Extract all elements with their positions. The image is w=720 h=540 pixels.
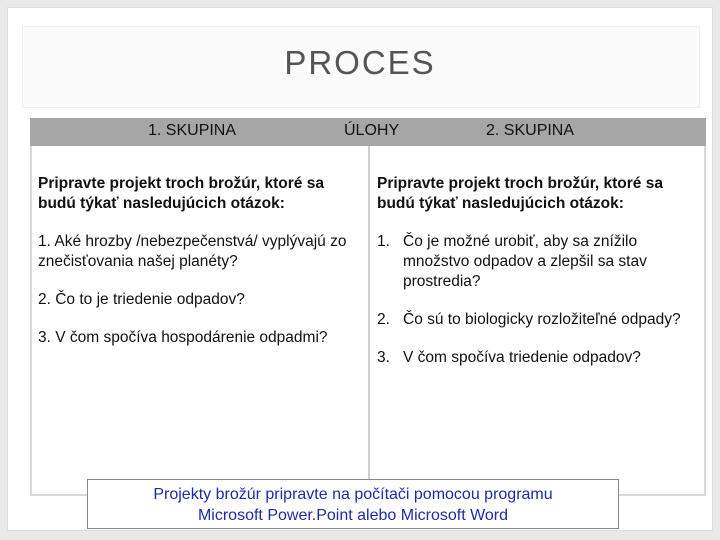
column-divider xyxy=(368,146,370,486)
question-text: V čom spočíva triedenie odpadov? xyxy=(403,349,641,366)
question-text: Čo je možné urobiť, aby sa znížilo množstvo odpadov a zlepšil sa stav prostredia? xyxy=(403,233,647,290)
header-group-2: 2. SKUPINA xyxy=(486,122,575,139)
question-number: 1. xyxy=(377,233,390,250)
footer-line-2: Microsoft Power.Point alebo Microsoft Word xyxy=(197,507,509,524)
group-2-question-1 xyxy=(377,232,697,292)
group-1-question-2: 2. Čo to je triedenie odpadov? xyxy=(38,291,245,308)
question-number: 3. xyxy=(377,349,390,366)
group-2-question-list xyxy=(377,232,697,368)
group-2-intro: Pripravte projekt troch brožúr, ktoré sa budú týkať nasledujúcich otázok: xyxy=(377,175,663,212)
group-1-question-1: 1. Aké hrozby /nebezpečenstvá/ vyplývajú zo znečisťovania našej planéty? xyxy=(38,233,347,270)
group-1-question-3: 3. V čom spočíva hospodárenie odpadmi? xyxy=(38,329,328,346)
group-2-question-2 xyxy=(377,310,697,330)
question-number: 2. xyxy=(377,311,390,328)
group-2-column xyxy=(377,174,697,386)
group-1-column xyxy=(38,174,364,366)
group-1-intro: Pripravte projekt troch brožúr, ktoré sa budú týkať nasledujúcich otázok: xyxy=(38,175,324,212)
header-group-1: 1. SKUPINA xyxy=(148,122,237,139)
slide-title: PROCES xyxy=(284,44,436,81)
question-text: Čo sú to biologicky rozložiteľné odpady? xyxy=(403,311,681,328)
group-2-question-3 xyxy=(377,348,697,368)
footer-line-1: Projekty brožúr pripravte na počítači pomocou programu xyxy=(153,486,553,503)
header-tasks: ÚLOHY xyxy=(344,122,400,139)
footer-note xyxy=(87,479,619,529)
